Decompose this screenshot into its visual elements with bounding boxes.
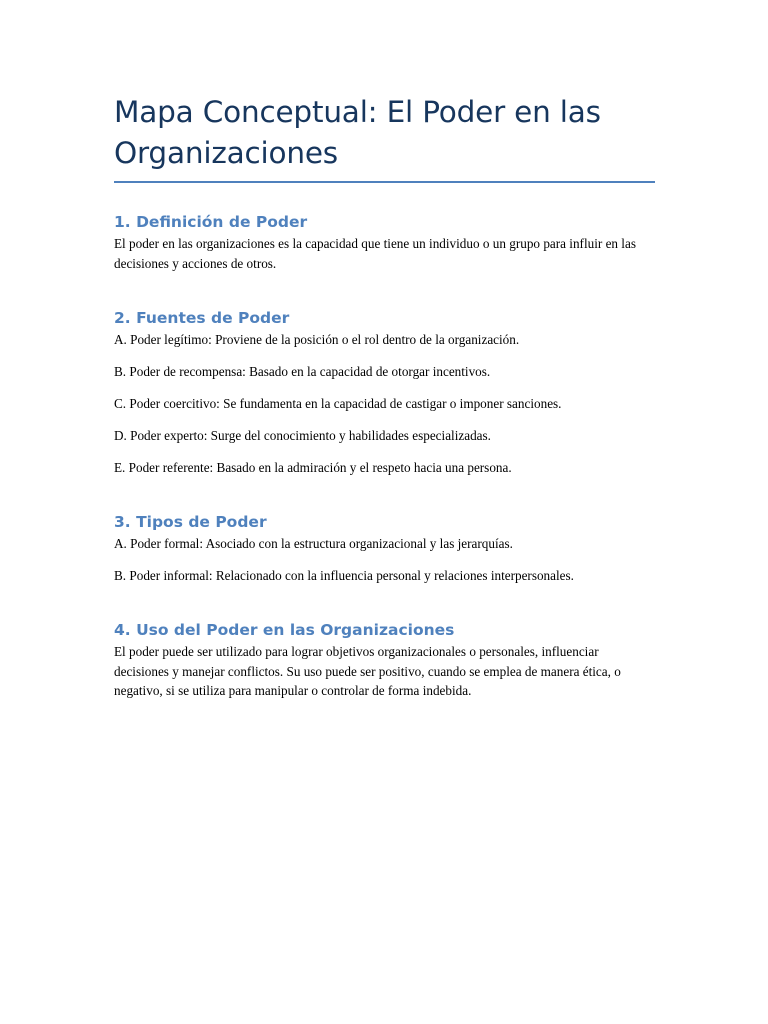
section-paragraph: El poder en las organizaciones es la capacidad que tiene un individuo o un grupo para influir en las decisiones y acciones de otros. [114,236,636,271]
title-divider [114,181,655,183]
list-item: C. Poder coercitivo: Se fundamenta en la capacidad de castigar o imponer sanciones. [114,396,562,411]
page-title: Mapa Conceptual: El Poder en las Organizaciones [114,95,601,170]
section-paragraph: El poder puede ser utilizado para lograr objetivos organizacionales o personales, influenciar decisiones y manejar conflictos. Su uso puede ser positivo, cuando se emplea de manera ética, o negativo, si se utiliza para manipular o controlar de forma indebida. [114,644,621,698]
list-item: A. Poder legítimo: Proviene de la posición o el rol dentro de la organización. [114,332,520,347]
document-page [114,92,656,698]
section-tipos [114,512,656,586]
list-item: A. Poder formal: Asociado con la estructura organizacional y las jerarquías. [114,536,513,551]
section-heading: 4. Uso del Poder en las Organizaciones [114,621,455,639]
list-item: D. Poder experto: Surge del conocimiento y habilidades especializadas. [114,428,491,443]
section-heading: 3. Tipos de Poder [114,513,267,531]
section-uso [114,620,656,701]
section-definicion [114,212,656,273]
list-item: B. Poder de recompensa: Basado en la capacidad de otorgar incentivos. [114,364,491,379]
section-heading: 2. Fuentes de Poder [114,309,290,327]
list-item: E. Poder referente: Basado en la admiración y el respeto hacia una persona. [114,460,512,475]
list-item: B. Poder informal: Relacionado con la influencia personal y relaciones interpersonales. [114,568,574,583]
section-heading: 1. Definición de Poder [114,213,308,231]
section-fuentes [114,308,656,478]
